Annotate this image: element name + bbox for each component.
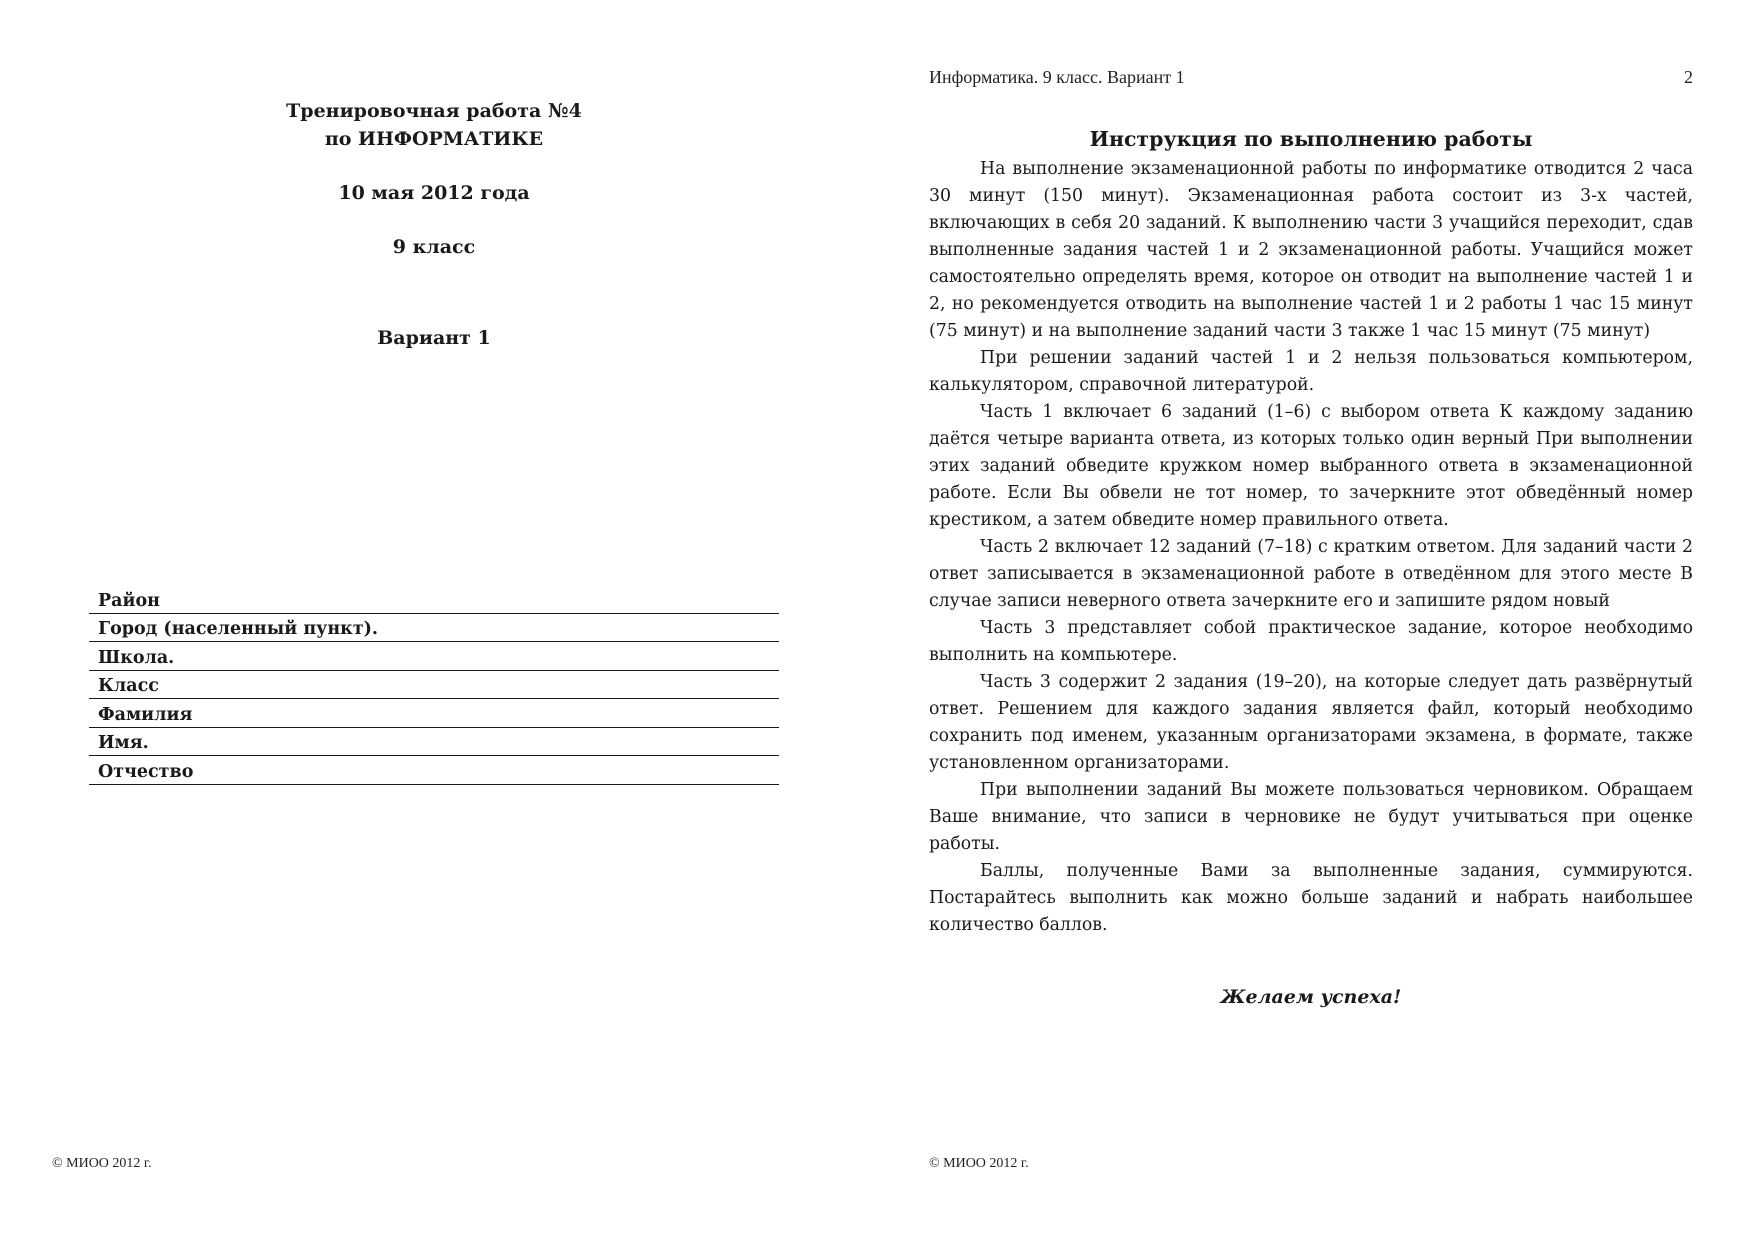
copyright-footer: © МИОО 2012 г. [929, 1156, 1029, 1171]
cover-title-line2: по ИНФОРМАТИКЕ [324, 128, 544, 150]
cover-title [89, 97, 779, 153]
cover-grade: 9 класс [392, 236, 476, 258]
cover-date: 10 мая 2012 года [338, 182, 530, 204]
paragraph: Баллы, полученные Вами за выполненные задания, суммируются. Постарайтесь выполнить как можно больше заданий и набрать наибольшее количество баллов. [929, 861, 1693, 935]
closing-wish: Желаем успеха! [1220, 986, 1402, 1008]
paragraph: Часть 3 представляет собой практическое задание, которое необходимо выполнить на компьютере. [929, 618, 1693, 665]
instructions-body [929, 156, 1693, 939]
instructions-title: Инструкция по выполнению работы [1089, 127, 1533, 151]
form-field-label: Город (населенный пункт). [98, 619, 379, 639]
instructions-page [877, 0, 1754, 1239]
form-field-label: Имя. [98, 733, 149, 753]
form-field-label: Район [98, 590, 160, 611]
form-field-school[interactable] [89, 642, 779, 671]
form-field-city[interactable] [89, 614, 779, 643]
form-field-label: Отчество [98, 761, 194, 782]
copyright-footer: © МИОО 2012 г. [52, 1156, 152, 1171]
page-number: 2 [1684, 67, 1693, 87]
running-head-title: Информатика. 9 класс. Вариант 1 [929, 67, 1185, 87]
paragraph: Часть 2 включает 12 заданий (7–18) с кратким ответом. Для заданий части 2 ответ записывается в экзаменационной работе в отведённом для этого месте В случае записи неверного ответа зачеркните его и запишите рядом новый [929, 537, 1693, 611]
form-field-district[interactable] [89, 585, 779, 614]
form-field-label: Фамилия [98, 704, 193, 725]
paragraph: На выполнение экзаменационной работы по информатике отводится 2 часа 30 минут (150 минут). Экзаменационная работа состоит из 3-х частей, включающих в себя 20 заданий. К выполнению части 3 учащийся переходит, сдав выполненные задания частей 1 и 2 экзаменационной работы. Учащийся может самостоятельно определять время, которое он отводит на выполнение частей 1 и 2, но рекомендуется отводить на выполнение частей 1 и 2 работы 1 час 15 минут (75 минут) и на выполнение заданий части 3 также 1 час 15 минут (75 минут) [929, 159, 1693, 341]
form-field-name[interactable] [89, 728, 779, 757]
form-field-patronymic[interactable] [89, 756, 779, 785]
paragraph: Часть 3 содержит 2 задания (19–20), на которые следует дать развёрнутый ответ. Решением для каждого задания является файл, который необходимо сохранить под именем, указанным организаторами экзамена, в формате, также установленном организаторами. [929, 672, 1693, 773]
form-field-surname[interactable] [89, 699, 779, 728]
student-info-form [89, 585, 779, 785]
paragraph: Часть 1 включает 6 заданий (1–6) с выбором ответа К каждому заданию даётся четыре варианта ответа, из которых только один верный При выполнении этих заданий обведите кружком номер выбранного ответа в экзаменационной работе. Если Вы обвели не тот номер, то зачеркните этот обведённый номер крестиком, а затем обведите номер правильного ответа. [929, 402, 1693, 530]
cover-variant: Вариант 1 [377, 327, 491, 349]
form-field-label: Школа. [98, 647, 175, 668]
paragraph: При решении заданий частей 1 и 2 нельзя пользоваться компьютером, калькулятором, справочной литературой. [929, 348, 1693, 395]
form-field-class[interactable] [89, 671, 779, 700]
form-field-label: Класс [98, 676, 159, 696]
paragraph: При выполнении заданий Вы можете пользоваться черновиком. Обращаем Ваше внимание, что записи в черновике не будут учитываться при оценке работы. [929, 780, 1693, 854]
cover-title-line1: Тренировочная работа №4 [286, 100, 582, 122]
